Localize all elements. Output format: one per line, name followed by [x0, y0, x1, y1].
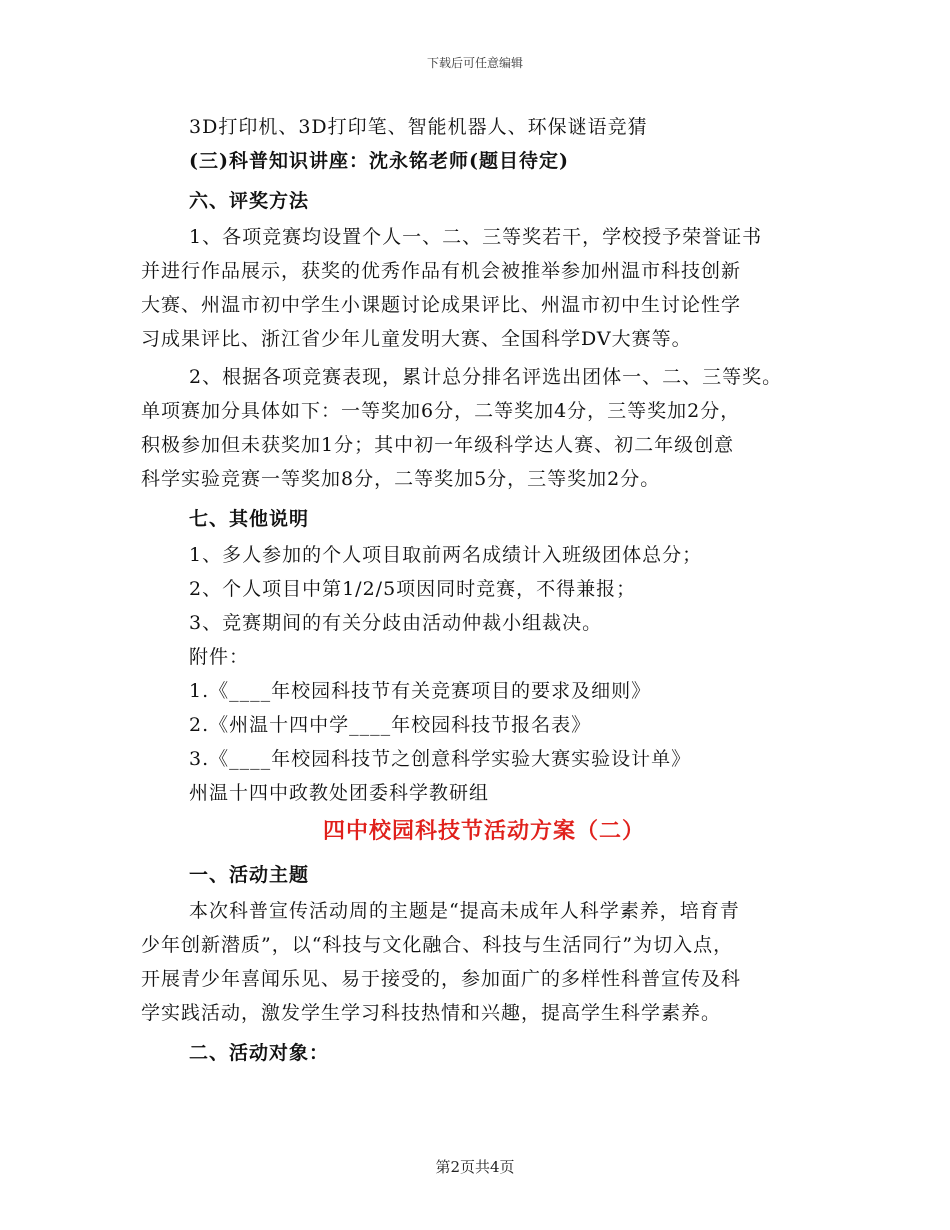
paragraph-line: 开展青少年喜闻乐见、易于接受的，参加面广的多样性科普宣传及科 — [141, 968, 742, 990]
document-title: 四中校园科技节活动方案（二） — [322, 818, 645, 844]
list-item: 3、竞赛期间的有关分歧由活动仲裁小组裁决。 — [189, 612, 603, 634]
list-item: 1、多人参加的个人项目取前两名成绩计入班级团体总分； — [189, 544, 703, 566]
section-heading: 七、其他说明 — [189, 508, 310, 530]
signature-line: 州温十四中政教处团委科学教研组 — [189, 782, 490, 804]
paragraph-line: 3D打印机、3D打印笔、智能机器人、环保谜语竞猜 — [189, 116, 648, 138]
section-heading: 六、评奖方法 — [189, 190, 310, 212]
paragraph-line: 1、各项竞赛均设置个人一、二、三等奖若干，学校授予荣誉证书 — [189, 226, 763, 248]
paragraph-line: 单项赛加分具体如下：一等奖加6分，二等奖加4分，三等奖加2分， — [141, 400, 741, 422]
document-body — [141, 110, 831, 1072]
paragraph-line: 学实践活动，激发学生学习科技热情和兴趣，提高学生科学素养。 — [141, 1002, 722, 1024]
section-heading: 二、活动对象： — [189, 1042, 330, 1064]
attachment-item: 2.《州温十四中学____年校园科技节报名表》 — [189, 714, 592, 736]
attachment-label: 附件： — [189, 646, 250, 668]
section-heading: 一、活动主题 — [189, 864, 310, 886]
list-item: 2、个人项目中第1/2/5项因同时竞赛，不得兼报； — [189, 578, 637, 600]
attachment-item: 3.《____年校园科技节之创意科学实验大赛实验设计单》 — [189, 748, 692, 770]
page-header: 下载后可任意编辑 — [426, 56, 523, 70]
paragraph-line: 科学实验竞赛一等奖加8分，二等奖加5分，三等奖加2分。 — [141, 468, 661, 490]
paragraph-line: 积极参加但未获奖加1分；其中初一年级科学达人赛、初二年级创意 — [141, 434, 735, 456]
paragraph-line: 2、根据各项竞赛表现，累计总分排名评选出团体一、二、三等奖。 — [189, 366, 783, 388]
paragraph-line: 并进行作品展示，获奖的优秀作品有机会被推举参加州温市科技创新 — [141, 260, 742, 282]
paragraph-line: 大赛、州温市初中学生小课题讨论成果评比、州温市初中生讨论性学 — [141, 294, 742, 316]
paragraph-line: 习成果评比、浙江省少年儿童发明大赛、全国科学DV大赛等。 — [141, 328, 692, 350]
paragraph-line: 本次科普宣传活动周的主题是“提高未成年人科学素养，培育青 — [189, 900, 740, 922]
subsection-heading: (三)科普知识讲座：沈永铭老师(题目待定) — [189, 150, 569, 172]
paragraph-line: 少年创新潜质”，以“科技与文化融合、科技与生活同行”为切入点， — [141, 934, 734, 956]
page-footer: 第2页共4页 — [435, 1158, 515, 1176]
attachment-item: 1.《____年校园科技节有关竞赛项目的要求及细则》 — [189, 680, 652, 702]
